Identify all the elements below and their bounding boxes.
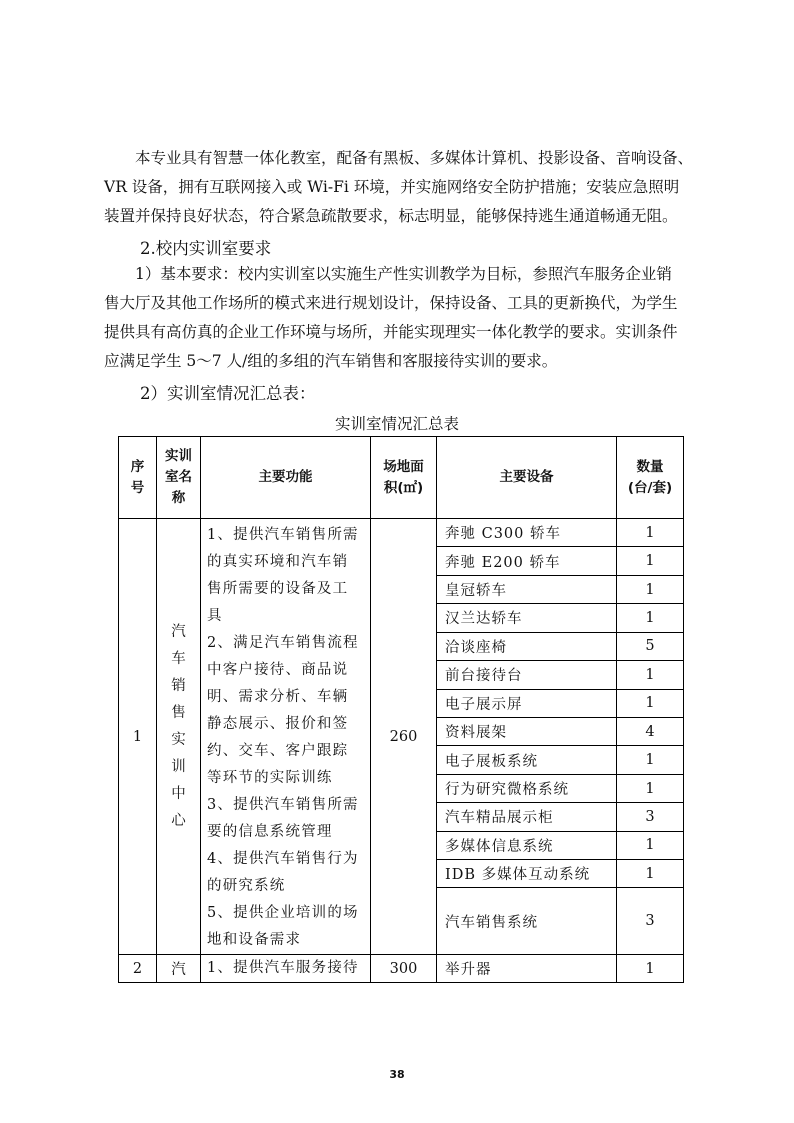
table-row [119,519,684,547]
header-function: 主要功能 [201,437,371,519]
equipment-name: 多媒体信息系统 [437,831,617,859]
equipment-name: 汽车销售系统 [437,888,617,955]
equipment-name: 电子展板系统 [437,746,617,774]
equipment-name: 资料展架 [437,717,617,745]
equipment-name: 奔驰 E200 轿车 [437,547,617,575]
summary-heading: 2）实训室情况汇总表： [140,384,316,403]
lab-summary-table [118,436,684,983]
intro-line: 装置并保持良好状态，符合紧急疏散要求，标志明显，能够保持逃生通道畅通无阻。 [104,207,678,225]
equipment-qty: 1 [617,604,684,632]
room-seq: 1 [119,519,157,955]
basic-req-line: 售大厅及其他工作场所的模式来进行规划设计，保持设备、工具的更新换代，为学生 [104,294,678,312]
header-room-name: 实训 室名 称 [157,437,201,519]
table-header-row [119,437,684,519]
section-heading: 2.校内实训室要求 [140,239,272,258]
room-area: 300 [371,955,437,983]
equipment-qty: 1 [617,575,684,603]
equipment-name: 举升器 [437,955,617,983]
basic-req-line: 提供具有高仿真的企业工作环境与场所，并能实现理实一体化教学的要求。实训条件 [104,323,678,341]
equipment-qty: 1 [617,519,684,547]
equipment-name: 汉兰达轿车 [437,604,617,632]
room-functions: 1、提供汽车销售所需 的真实环境和汽车销 售所需要的设备及工 具 2、满足汽车销售流程 中客户接待、商品说 明、需求分析、车辆 静态展示、报价和签 约、交车、客户跟踪 等环节的实际训练 3、提供汽车销售所需 要的信息系统管理 4、提供汽车销售行为 的研究系统 5、提供企业培训的场 地和设备需求 [201,519,371,955]
intro-line: 本专业具有智慧一体化教室，配备有黑板、多媒体计算机、投影设备、音响设备、 [135,149,694,167]
table-caption: 实训室情况汇总表 [334,415,459,433]
header-quantity: 数量 (台/套) [617,437,684,519]
room-area: 260 [371,519,437,955]
equipment-qty: 1 [617,547,684,575]
basic-req-line: 应满足学生 5～7 人/组的多组的汽车销售和客服接待实训的要求。 [104,352,558,370]
page-number: 38 [389,1068,405,1081]
equipment-qty: 3 [617,803,684,831]
header-seq: 序 号 [119,437,157,519]
equipment-qty: 1 [617,689,684,717]
equipment-name: 电子展示屏 [437,689,617,717]
equipment-name: 洽谈座椅 [437,632,617,660]
header-area: 场地面 积(㎡) [371,437,437,519]
equipment-qty: 1 [617,860,684,888]
intro-paragraph [104,144,696,231]
equipment-qty: 1 [617,955,684,983]
table-row [119,955,684,983]
room-seq: 2 [119,955,157,983]
equipment-qty: 1 [617,831,684,859]
room-name: 汽 [157,955,201,983]
header-equipment: 主要设备 [437,437,617,519]
equipment-name: 汽车精品展示柜 [437,803,617,831]
equipment-qty: 3 [617,888,684,955]
basic-req-line: 1）基本要求：校内实训室以实施生产性实训教学为目标，参照汽车服务企业销 [135,265,672,283]
equipment-name: 行为研究微格系统 [437,774,617,802]
equipment-qty: 4 [617,717,684,745]
room-functions: 1、提供汽车服务接待 [201,955,371,983]
basic-requirements-paragraph [104,260,696,376]
equipment-name: 皇冠轿车 [437,575,617,603]
equipment-name: IDB 多媒体互动系统 [437,860,617,888]
equipment-qty: 1 [617,661,684,689]
equipment-name: 奔驰 C300 轿车 [437,519,617,547]
equipment-qty: 1 [617,774,684,802]
equipment-qty: 5 [617,632,684,660]
intro-line: VR 设备，拥有互联网接入或 Wi-Fi 环境，并实施网络安全防护措施；安装应急照明 [104,178,680,196]
room-name: 汽 车 销 售 实 训 中 心 [157,519,201,955]
equipment-qty: 1 [617,746,684,774]
equipment-name: 前台接待台 [437,661,617,689]
